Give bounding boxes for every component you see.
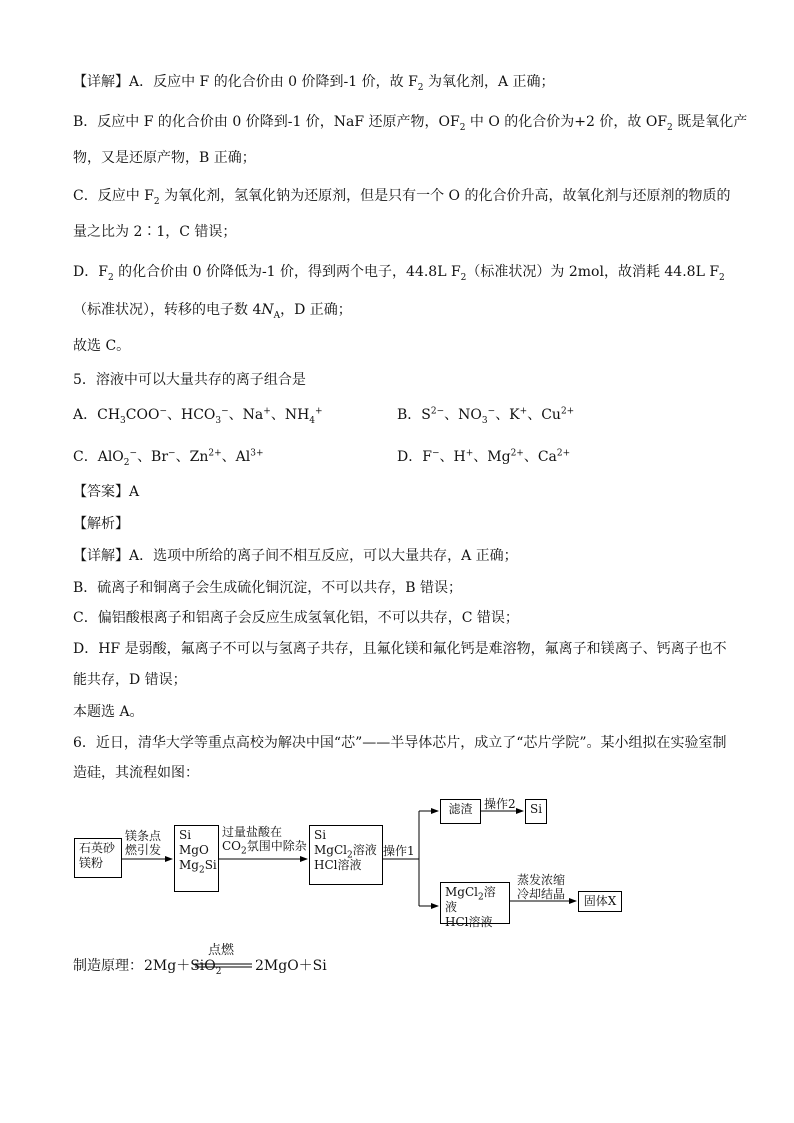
text-line: B．硫离子和铜离子会生成硫化铜沉淀，不可以共存，B 错误； <box>73 580 463 596</box>
flow-box-mixture: Si MgO $Mg_2Si$ <box>174 825 219 892</box>
equation-left: 2Mg＋SiO$_2$ <box>144 958 222 977</box>
text-line: 能共存，D 错误； <box>73 672 187 688</box>
answer-heading: 【答案】A <box>73 484 140 500</box>
text-line: 故选 C。 <box>73 338 131 354</box>
text-line: C．偏铝酸根离子和铝离子会反应生成氢氧化铝，不可以共存，C 错误； <box>73 610 519 626</box>
flow-label-hcl: 过量盐酸在 $CO_2$氛围中除杂 <box>222 825 307 857</box>
text-line: B．反应中 F 的化合价由 0 价降到-1 价，NaF 还原产物，$OF_2$ 中 O 的化合价为+2 价，故 $OF_2$ 既是氧化产 <box>73 114 748 133</box>
equation-condition: 点燃 <box>208 943 235 958</box>
analysis-heading: 【解析】 <box>73 516 129 532</box>
text-line: D．$F_2$ 的化合价由 0 价降低为-1 价，得到两个电子，44.8L $F_2$（标准状况）为 2mol，故消耗 44.8L $F_2$ <box>73 264 725 283</box>
text-line: 造硅，其流程如图： <box>73 765 199 781</box>
question-title: 6．近日，清华大学等重点高校为解决中国“芯”——半导体芯片，成立了“芯片学院”。某小组拟在实验室制 <box>73 735 727 751</box>
option-c: C．AlO$_2$−、Br−、$Zn^{2+}$、$Al^{3+}$ <box>73 448 264 468</box>
text-line: 物，又是还原产物，B 正确； <box>73 150 256 166</box>
principle-label: 制造原理： <box>73 958 143 974</box>
text-line: 【详解】A．反应中 F 的化合价由 0 价降到-1 价，故 $F_2$ 为氧化剂，A 正确； <box>73 74 555 93</box>
option-b: B．$S^{2-}$、$NO_3^-$、K+、$Cu^{2+}$ <box>397 406 575 426</box>
flow-box-si: Si <box>525 799 547 824</box>
text-line: C．反应中 $F_2$ 为氧化剂，氢氧化钠为还原剂，但是只有一个 O 的化合价升高，故氧化剂与还原剂的物质的 <box>73 188 731 207</box>
flow-label-op1: 操作1 <box>383 844 415 858</box>
text-line: 本题选 A。 <box>73 704 144 720</box>
text-line: 【详解】A．选项中所给的离子间不相互反应，可以大量共存，A 正确； <box>73 548 518 564</box>
flow-box-solution: Si MgCl$_2$溶液 HCl溶液 <box>309 825 383 885</box>
flow-label-op2: 操作2 <box>484 797 516 811</box>
flow-label-crystallize: 蒸发浓缩 冷却结晶 <box>517 873 566 901</box>
text-line: 量之比为 2∶1，C 错误； <box>73 224 237 240</box>
option-d: D．F−、H+、$Mg^{2+}$、$Ca^{2+}$ <box>397 448 571 465</box>
equation-right: 2MgO＋Si <box>255 958 327 974</box>
text-line: （标准状况），转移的电子数 $4N_A$，D 正确； <box>73 302 352 321</box>
flow-box-raw-materials: 石英砂 镁粉 <box>74 838 122 878</box>
flow-box-solid-x: 固体X <box>578 891 622 912</box>
flow-box-residue: 滤渣 <box>440 799 481 824</box>
flow-label-ignite: 镁条点 燃引发 <box>125 829 162 857</box>
option-a: A．$CH_3COO^-$、$HCO_3^-$、Na+、$NH_4^+$ <box>73 406 323 426</box>
question-title: 5．溶液中可以大量共存的离子组合是 <box>73 372 306 388</box>
flow-box-filtrate: MgCl$_2$溶液 HCl溶液 <box>440 882 510 924</box>
text-line: D．HF 是弱酸，氟离子不可以与氢离子共存，且氟化镁和氟化钙是难溶物，氟离子和镁离子、钙离子也不 <box>73 641 727 657</box>
